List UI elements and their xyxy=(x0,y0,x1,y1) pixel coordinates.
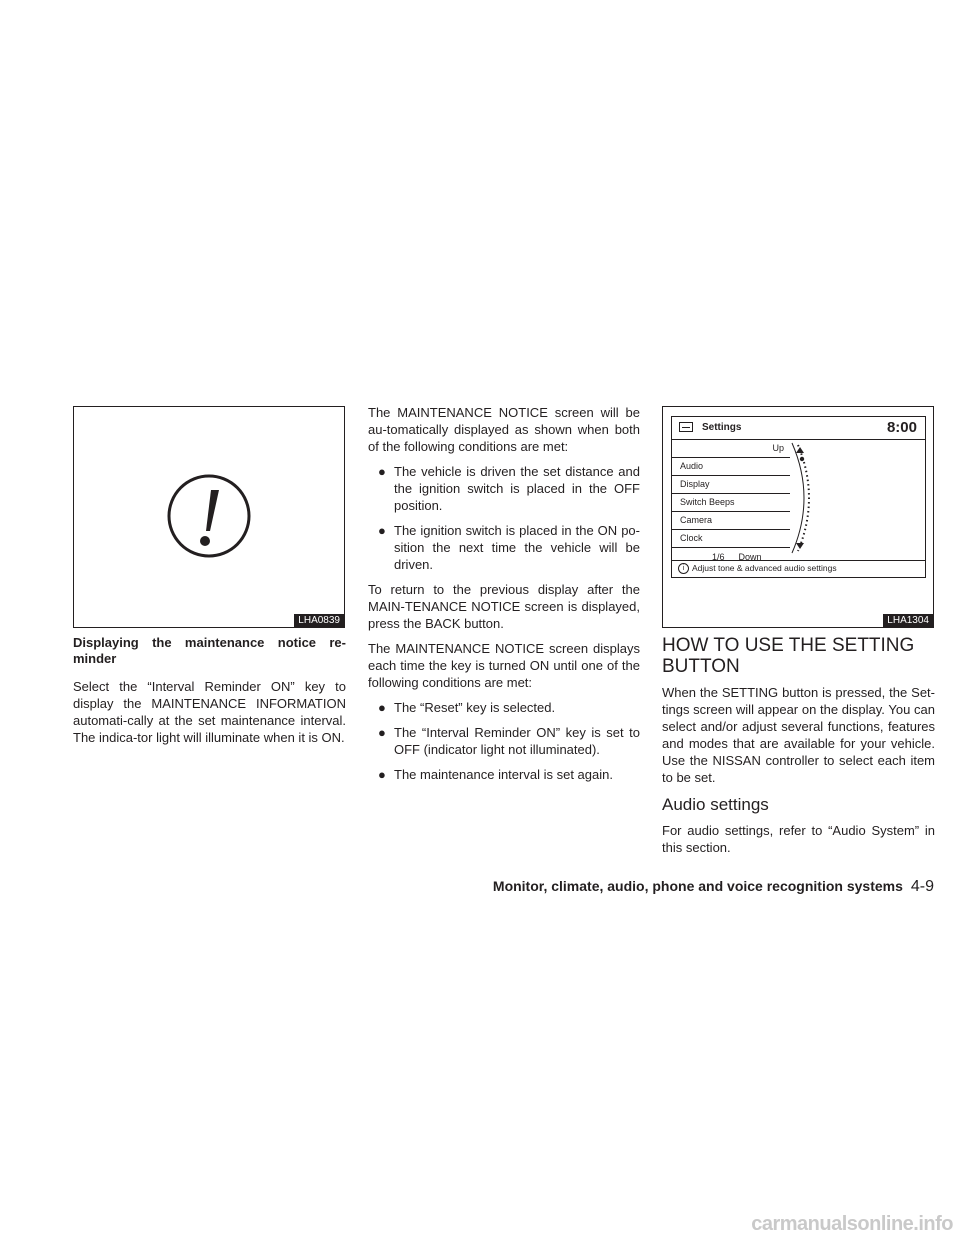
list-item: ● The “Reset” key is selected. xyxy=(378,700,556,715)
bullet-icon: ● xyxy=(378,523,386,538)
heading-line-2: minder xyxy=(73,651,117,666)
maintenance-notice-section xyxy=(368,404,640,791)
body-paragraph: Select the “Interval Reminder ON” key to display the MAINTENANCE INFORMATION automati-cally at the set maintenance interval. The indica-tor light will illuminate when it is ON. xyxy=(73,679,346,745)
bullet-icon: ● xyxy=(378,700,386,715)
watermark: carmanualsonline.info xyxy=(751,1213,953,1235)
section-heading xyxy=(73,635,346,667)
screen-header xyxy=(672,417,925,440)
setting-button-section xyxy=(662,635,935,856)
menu-item-camera: Camera xyxy=(672,512,790,530)
list-item: ● The maintenance interval is set again. xyxy=(378,767,613,782)
chapter-title: Monitor, climate, audio, phone and voice recognition systems xyxy=(492,878,903,894)
menu-item-switch-beeps: Switch Beeps xyxy=(672,494,790,512)
bullet-icon: ● xyxy=(378,725,386,740)
bullet-icon: ● xyxy=(378,464,386,479)
figure-label: LHA1304 xyxy=(883,614,933,627)
menu-item-display: Display xyxy=(672,476,790,494)
screen-hint-bar xyxy=(672,560,925,577)
clock-readout: 8:00 xyxy=(886,419,917,436)
menu-item-audio: Audio xyxy=(672,458,790,476)
body-paragraph: When the SETTING button is pressed, the Set-tings screen will appear on the display. You can select and/or adjust several functions, features and modes that are available for your vehicle. Use the NISSAN controller to select each item to be set. xyxy=(662,685,935,785)
settings-screen xyxy=(671,416,926,578)
conditions-list-1 xyxy=(368,463,640,573)
scroll-down-button: Down xyxy=(738,552,762,562)
warning-figure xyxy=(73,406,345,628)
page-count: 1/6 xyxy=(712,552,725,562)
settings-menu-icon xyxy=(679,422,693,432)
paragraph-2: To return to the previous display after the MAIN-TENANCE NOTICE screen is displayed, press the BACK button. xyxy=(368,582,640,631)
screen-title: Settings xyxy=(702,422,742,433)
hint-text: Adjust tone & advanced audio settings xyxy=(692,563,837,573)
page-number: 4-9 xyxy=(910,878,934,895)
heading-line-1: Displaying the maintenance notice re- xyxy=(73,635,346,650)
list-item: ● The “Interval Reminder ON” key is set to OFF (indicator light not illuminated). xyxy=(378,725,640,757)
paragraph-3: The MAINTENANCE NOTICE screen displays each time the key is turned ON until one of the following conditions are met: xyxy=(368,641,640,690)
page-footer xyxy=(479,878,934,896)
list-item: ● The ignition switch is placed in the ON po-sition the next time the vehicle will be driven. xyxy=(378,523,640,572)
scrollbar-arc xyxy=(790,441,820,555)
settings-screen-figure xyxy=(662,406,934,628)
conditions-list-2 xyxy=(368,699,640,783)
bullet-icon: ● xyxy=(378,767,386,782)
section-heading: HOW TO USE THE SETTING BUTTON xyxy=(662,635,915,677)
scroll-up-button: Up xyxy=(672,440,790,458)
settings-menu xyxy=(672,440,790,548)
subsection-heading: Audio settings xyxy=(662,795,769,814)
figure-label: LHA0839 xyxy=(294,614,344,627)
paragraph-1: The MAINTENANCE NOTICE screen will be au-tomatically displayed as shown when both of the following conditions are met: xyxy=(368,405,640,454)
exclamation-icon xyxy=(166,473,252,559)
list-item: ● The vehicle is driven the set distance and the ignition switch is placed in the OFF position. xyxy=(378,464,640,513)
menu-item-clock: Clock xyxy=(672,530,790,548)
info-icon: i xyxy=(678,563,689,574)
maintenance-reminder-section xyxy=(73,635,346,746)
subsection-paragraph: For audio settings, refer to “Audio System” in this section. xyxy=(662,823,935,855)
